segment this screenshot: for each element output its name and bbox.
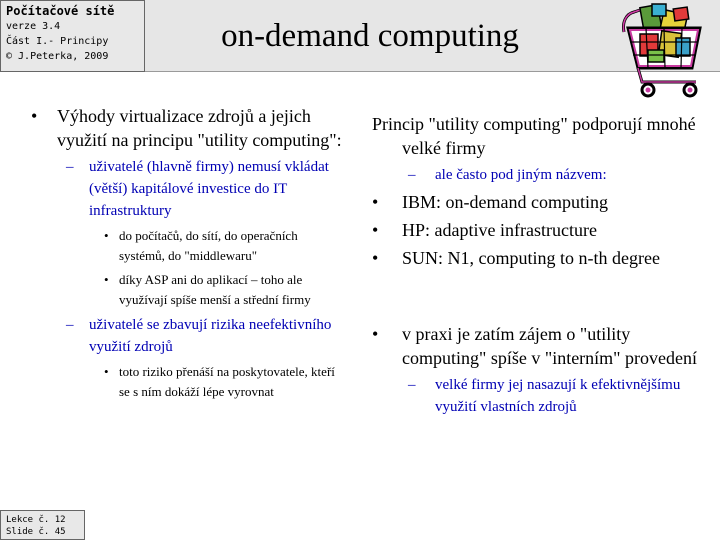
- sub-bullet-text: velké firmy jej nasazují k efektivnějšímu využití vlastních zdrojů: [435, 377, 681, 415]
- course-version: verze 3.4: [6, 21, 61, 32]
- bullet-dot-icon: •: [372, 324, 379, 344]
- lecture-info-box: [0, 510, 85, 540]
- company-hp: [360, 218, 720, 242]
- left-column: [0, 104, 360, 402]
- sub-sub-item-text: toto riziko přenáší na poskytovatele, kteří se s ním dokáží lépe vyrovnat: [119, 364, 335, 399]
- sub-sub-item-1: [0, 226, 360, 266]
- sub-bullet-text: uživatelé se zbavují rizika neefektivního využití zdrojů: [89, 317, 332, 355]
- dash-icon: –: [66, 317, 74, 333]
- course-author: © J.Peterka, 2009: [6, 51, 109, 62]
- company-text: HP: adaptive infrastructure: [402, 220, 597, 240]
- right-column: [360, 112, 720, 418]
- dash-icon: –: [408, 167, 416, 183]
- shopping-cart-icon: [612, 2, 712, 98]
- intro-sub-bullet: [360, 164, 720, 186]
- sub-bullet-investments: [0, 156, 360, 222]
- company-sun: [360, 246, 720, 270]
- sub-bullet-risk: [0, 314, 360, 358]
- sub-bullet-text: ale často pod jiným názvem:: [435, 167, 607, 183]
- sub-bullet-text: uživatelé (hlavně firmy) nemusí vkládat (větší) kapitálové investice do IT infrastruktury: [89, 159, 329, 219]
- course-title: Počítačové sítě: [6, 4, 115, 18]
- bullet-advantages: [0, 104, 360, 152]
- bullet-text: v praxi je zatím zájem o "utility computing" spíše v "interním" provedení: [402, 324, 697, 368]
- course-part: Část I.- Principy: [6, 36, 109, 47]
- lecture-number: Lekce č. 12: [6, 515, 66, 525]
- slide-title: on-demand computing: [221, 18, 519, 54]
- bullet-dot-icon: •: [372, 192, 379, 212]
- sub-sub-item-3: [0, 362, 360, 402]
- practice-sub-bullet: [360, 374, 720, 418]
- sub-sub-item-text: do počítačů, do sítí, do operačních systémů, do "middlewaru": [119, 228, 298, 263]
- company-text: IBM: on-demand computing: [402, 192, 608, 212]
- dash-icon: –: [66, 159, 74, 175]
- bullet-practice: [360, 322, 720, 370]
- course-info-box: [0, 0, 145, 72]
- bullet-dot-icon: •: [104, 364, 109, 379]
- company-text: SUN: N1, computing to n-th degree: [402, 248, 660, 268]
- bullet-dot-icon: •: [104, 272, 109, 287]
- bullet-dot-icon: •: [104, 228, 109, 243]
- sub-sub-item-2: [0, 270, 360, 310]
- bullet-dot-icon: •: [372, 248, 379, 268]
- sub-sub-item-text: díky ASP ani do aplikací – toho ale využívají spíše menší a střední firmy: [119, 272, 311, 307]
- slide-number: Slide č. 45: [6, 527, 66, 537]
- dash-icon: –: [408, 377, 416, 393]
- bullet-text: Výhody virtualizace zdrojů a jejich využití na principu "utility computing":: [57, 106, 342, 150]
- intro-text: Princip "utility computing" podporují mnohé velké firmy: [372, 114, 696, 158]
- bullet-dot-icon: •: [372, 220, 379, 240]
- company-ibm: [360, 190, 720, 214]
- bullet-dot-icon: •: [31, 106, 38, 126]
